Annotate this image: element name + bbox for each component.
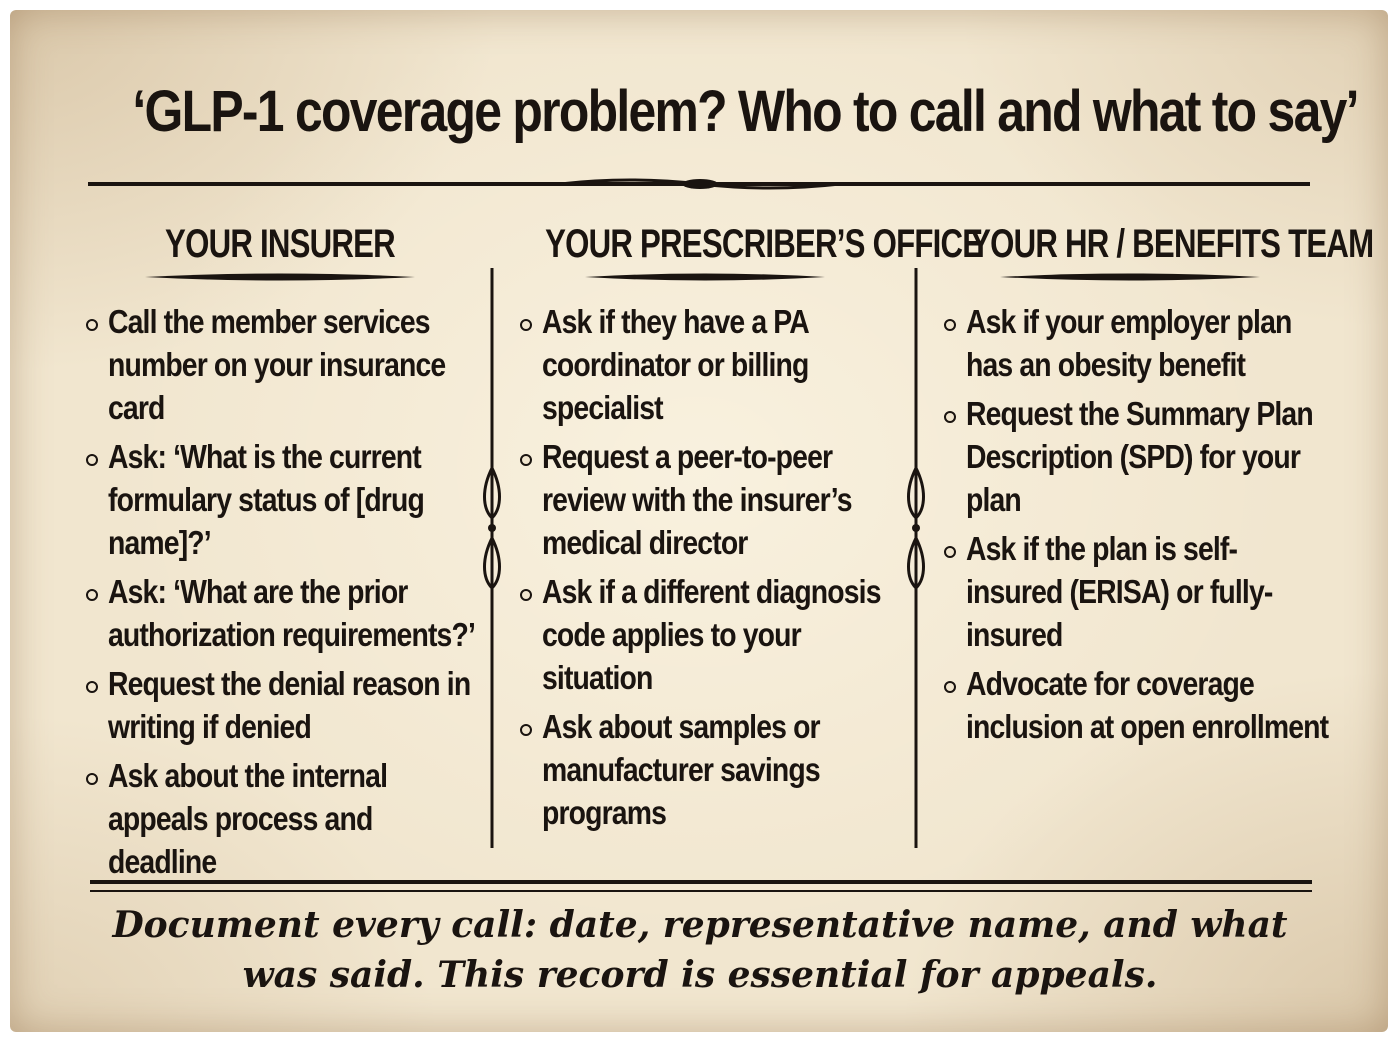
hr-heading-ornament bbox=[1000, 272, 1260, 282]
footer-rule bbox=[90, 880, 1312, 884]
list-item: Ask if they have a PA coordinator or billing specialist bbox=[516, 300, 896, 429]
column-divider-ornament bbox=[482, 268, 502, 848]
list-item: Ask: ‘What are the prior authorization requirements?’ bbox=[82, 570, 482, 656]
prescriber-list bbox=[516, 300, 896, 840]
list-item: Ask if a different diagnosis code applies to your situation bbox=[516, 570, 896, 699]
list-item: Ask about the internal appeals process and deadline bbox=[82, 754, 482, 883]
column-divider-ornament bbox=[906, 268, 926, 848]
footer-note: Document every call: date, representative name, and what was said. This record is essential for appeals. bbox=[112, 904, 1288, 996]
list-item: Advocate for coverage inclusion at open enrollment bbox=[940, 662, 1330, 748]
hr-list bbox=[940, 300, 1330, 754]
column-heading-prescriber: YOUR PRESCRIBER’S OFFICE bbox=[545, 222, 983, 266]
list-item: Request the denial reason in writing if denied bbox=[82, 662, 482, 748]
title-ornament bbox=[560, 176, 840, 192]
insurer-list bbox=[82, 300, 482, 889]
list-item: Ask: ‘What is the current formulary status of [drug name]?’ bbox=[82, 435, 482, 564]
list-item: Call the member services number on your insurance card bbox=[82, 300, 482, 429]
page-title: ‘GLP-1 coverage problem? Who to call and what to say’ bbox=[132, 79, 1358, 144]
list-item: Ask if your employer plan has an obesity benefit bbox=[940, 300, 1330, 386]
list-item: Ask about samples or manufacturer savings programs bbox=[516, 705, 896, 834]
prescriber-heading-ornament bbox=[585, 272, 825, 282]
list-item: Request the Summary Plan Description (SPD) for your plan bbox=[940, 392, 1330, 521]
column-heading-insurer: YOUR INSURER bbox=[165, 222, 395, 266]
column-heading-hr: YOUR HR / BENEFITS TEAM bbox=[970, 222, 1374, 266]
list-item: Ask if the plan is self-insured (ERISA) or fully-insured bbox=[940, 527, 1330, 656]
list-item: Request a peer-to-peer review with the insurer’s medical director bbox=[516, 435, 896, 564]
insurer-heading-ornament bbox=[145, 272, 415, 282]
footer-rule-thin bbox=[90, 890, 1312, 892]
